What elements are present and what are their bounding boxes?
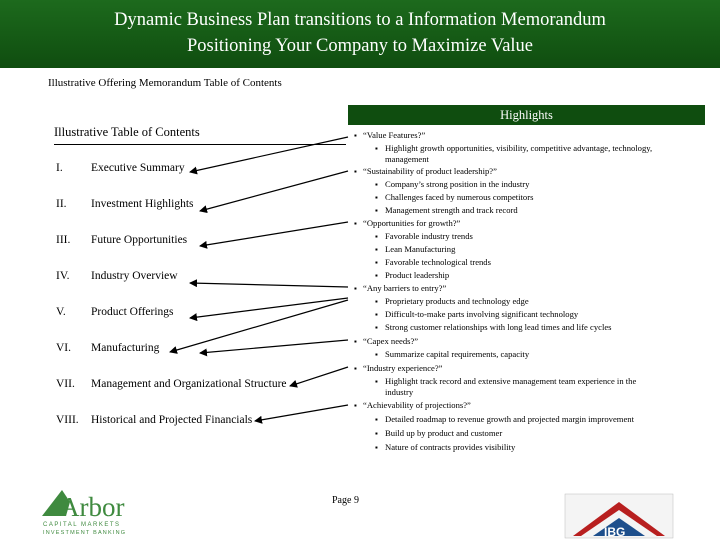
bullet-icon: ▪: [354, 131, 357, 140]
bullet-icon: ▪: [375, 232, 378, 241]
bullet-icon: ▪: [375, 271, 378, 280]
highlight-point: Product leadership: [385, 270, 450, 280]
subtitle: Illustrative Offering Memorandum Table of Contents: [48, 77, 282, 89]
bullet-icon: ▪: [375, 323, 378, 332]
highlight-point: Favorable technological trends: [385, 257, 491, 267]
toc-number: II.: [56, 198, 67, 210]
ibg-logo-name: IBG: [604, 525, 626, 539]
arbor-logo-name: Arbor: [60, 492, 125, 522]
toc-number: IV.: [56, 270, 70, 282]
toc-item-financials: Historical and Projected Financials: [91, 414, 253, 426]
toc-number: VIII.: [56, 414, 79, 426]
highlight-question: “Any barriers to entry?”: [363, 283, 447, 293]
toc-number: VI.: [56, 342, 72, 354]
highlight-question: “Industry experience?”: [363, 363, 443, 373]
toc-heading: Illustrative Table of Contents: [54, 125, 200, 139]
highlight-point: Build up by product and customer: [385, 428, 503, 438]
arbor-logo-line2: INVESTMENT BANKING: [43, 530, 127, 536]
bullet-icon: ▪: [375, 258, 378, 267]
bullet-icon: ▪: [375, 297, 378, 306]
toc-item-product-offerings: Product Offerings: [91, 306, 174, 318]
bullet-icon: ▪: [375, 206, 378, 215]
toc-item-investment-highlights: Investment Highlights: [91, 198, 194, 210]
arbor-logo-line1: CAPITAL MARKETS: [43, 522, 121, 528]
ibg-logo: [563, 492, 675, 540]
highlight-point: Strong customer relationships with long lead times and life cycles: [385, 322, 612, 332]
highlight-point: Company’s strong position in the industry: [385, 179, 530, 189]
bullet-icon: ▪: [354, 337, 357, 346]
toc-item-industry-overview: Industry Overview: [91, 270, 178, 282]
bullet-icon: ▪: [375, 443, 378, 452]
arrow-line: [190, 137, 348, 172]
bullet-icon: ▪: [375, 180, 378, 189]
toc-number: III.: [56, 234, 71, 246]
arrow-line: [200, 340, 348, 353]
title-line-2: Positioning Your Company to Maximize Value: [186, 36, 534, 56]
arrow-line: [290, 367, 348, 386]
arrow-line: [200, 222, 348, 246]
highlight-point: Detailed roadmap to revenue growth and projected margin improvement: [385, 414, 634, 424]
highlights-header: Highlights: [348, 105, 705, 125]
highlight-question: “Capex needs?”: [363, 336, 419, 346]
toc-number: V.: [56, 306, 66, 318]
toc-item-executive-summary: Executive Summary: [91, 162, 185, 174]
highlight-point: Proprietary products and technology edge: [385, 296, 529, 306]
highlight-point: Favorable industry trends: [385, 231, 473, 241]
highlight-point: Highlight track record and extensive management team experience in the: [385, 376, 637, 386]
bullet-icon: ▪: [354, 364, 357, 373]
toc-number: I.: [56, 162, 63, 174]
bullet-icon: ▪: [375, 429, 378, 438]
bullet-icon: ▪: [354, 219, 357, 228]
page-number: Page 9: [332, 495, 359, 506]
title-line-1: Dynamic Business Plan transitions to a Information Memorandum: [114, 10, 606, 30]
bullet-icon: ▪: [354, 401, 357, 410]
toc-item-manufacturing: Manufacturing: [91, 342, 160, 354]
toc-number: VII.: [56, 378, 75, 390]
highlight-point: Challenges faced by numerous competitors: [385, 192, 534, 202]
highlight-point: Nature of contracts provides visibility: [385, 442, 516, 452]
highlight-question: “Value Features?”: [363, 130, 426, 140]
toc-item-management: Management and Organizational Structure: [91, 378, 287, 390]
bullet-icon: ▪: [375, 310, 378, 319]
arrow-line: [190, 283, 348, 287]
highlight-point: Management strength and track record: [385, 205, 518, 215]
arrow-line: [190, 298, 348, 318]
highlight-point: Highlight growth opportunities, visibility, competitive advantage, technology,: [385, 143, 653, 153]
highlight-question: “Achievability of projections?”: [363, 400, 471, 410]
highlight-point: Lean Manufacturing: [385, 244, 456, 254]
arrow-line: [255, 405, 348, 421]
highlight-point-cont: industry: [385, 387, 414, 397]
arrow-line: [170, 300, 348, 352]
bullet-icon: ▪: [375, 377, 378, 386]
highlight-question: “Sustainability of product leadership?”: [363, 166, 497, 176]
arrow-line: [200, 171, 348, 211]
arbor-logo: [40, 486, 170, 538]
bullet-icon: ▪: [375, 193, 378, 202]
bullet-icon: ▪: [375, 415, 378, 424]
highlight-point: Difficult-to-make parts involving significant technology: [385, 309, 579, 319]
highlight-question: “Opportunities for growth?”: [363, 218, 461, 228]
bullet-icon: ▪: [354, 284, 357, 293]
bullet-icon: ▪: [375, 144, 378, 153]
bullet-icon: ▪: [375, 245, 378, 254]
highlight-point-cont: management: [385, 154, 429, 164]
highlight-point: Summarize capital requirements, capacity: [385, 349, 530, 359]
bullet-icon: ▪: [375, 350, 378, 359]
toc-item-future-opportunities: Future Opportunities: [91, 234, 188, 246]
bullet-icon: ▪: [354, 167, 357, 176]
